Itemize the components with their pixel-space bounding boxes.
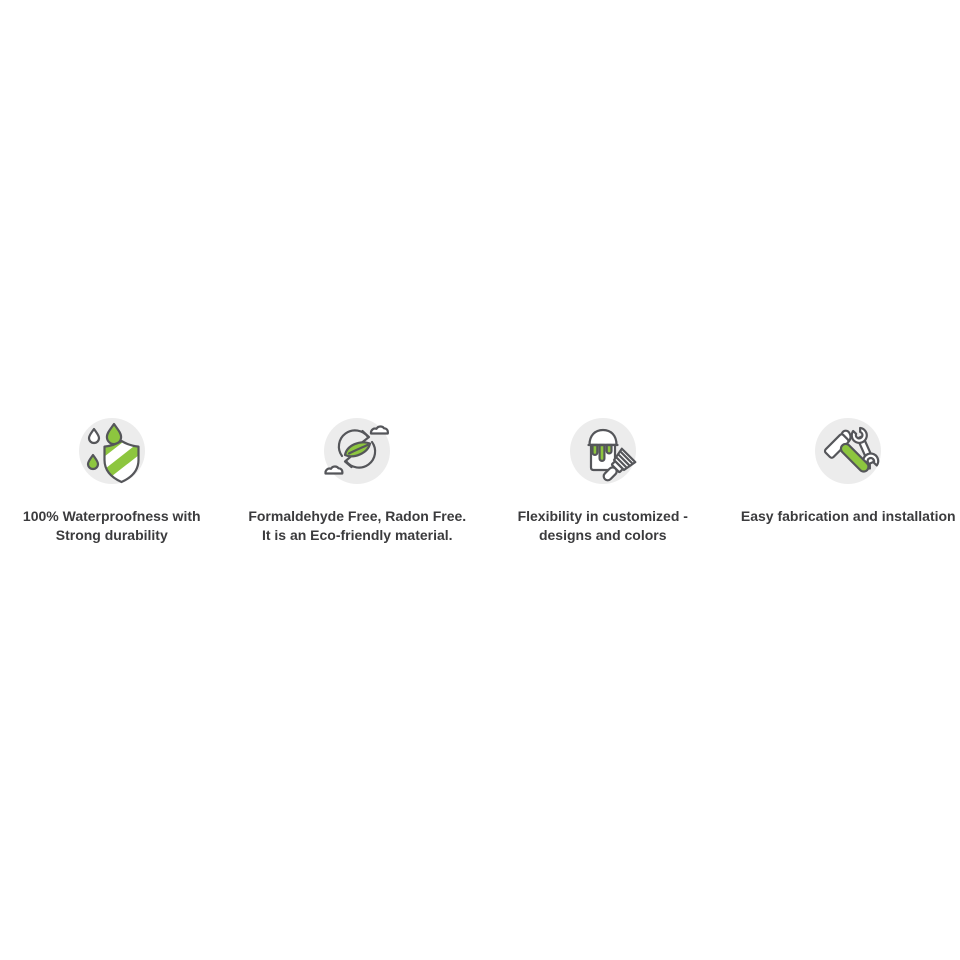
feature-item-eco-friendly xyxy=(235,418,481,545)
feature-caption-line: 100% Waterproofness with xyxy=(22,508,201,524)
feature-item-easy-fabrication xyxy=(726,418,960,545)
icon-circle xyxy=(815,418,881,484)
eco-cycle-leaf-icon xyxy=(324,418,390,484)
feature-caption-line: Strong durability xyxy=(55,527,168,543)
waterproof-shield-icon xyxy=(79,418,145,484)
feature-caption-line: Easy fabrication and installation xyxy=(740,508,956,524)
feature-caption xyxy=(235,507,481,545)
feature-caption-line: Flexibility in customized - xyxy=(517,508,688,524)
feature-item-waterproofness xyxy=(0,418,235,545)
features-band xyxy=(0,418,960,545)
feature-item-custom-designs xyxy=(480,418,726,545)
paint-bucket-brush-icon xyxy=(570,418,636,484)
feature-caption xyxy=(726,507,960,526)
icon-circle xyxy=(79,418,145,484)
feature-caption-line: designs and colors xyxy=(538,527,667,543)
feature-caption xyxy=(0,507,235,545)
hammer-wrench-icon xyxy=(815,418,881,484)
feature-caption-line: It is an Eco-friendly material. xyxy=(261,527,453,543)
feature-caption xyxy=(480,507,726,545)
feature-caption-line: Formaldehyde Free, Radon Free. xyxy=(248,508,467,524)
icon-circle xyxy=(570,418,636,484)
icon-circle xyxy=(324,418,390,484)
